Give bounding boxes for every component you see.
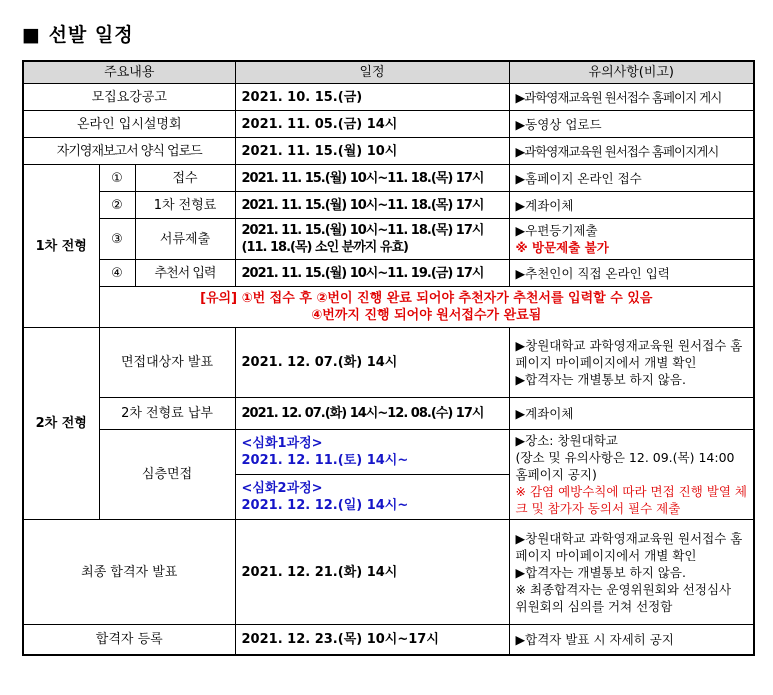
row-note: ▶합격자 발표 시 자세히 공지 bbox=[509, 625, 754, 655]
row-label: 심층면접 bbox=[99, 430, 235, 520]
row-date: 2021. 10. 15.(금) bbox=[235, 84, 509, 111]
interview-session-1 bbox=[235, 430, 509, 475]
step-date: 2021. 11. 15.(월) 10시~11. 18.(목) 17시 bbox=[235, 192, 509, 219]
table-row bbox=[23, 328, 754, 398]
table-row bbox=[23, 520, 754, 625]
table-row bbox=[23, 625, 754, 655]
table-row bbox=[23, 84, 754, 111]
step-note: ▶홈페이지 온라인 접수 bbox=[509, 165, 754, 192]
row-label: 온라인 입시설명회 bbox=[23, 111, 235, 138]
step-number: ① bbox=[99, 165, 135, 192]
row-note: ▶계좌이체 bbox=[509, 398, 754, 430]
page-heading: ■ 선발 일정 bbox=[22, 24, 134, 46]
row-date: 2021. 12. 07.(화) 14시 bbox=[235, 328, 509, 398]
course-name: <심화2과정> bbox=[241, 481, 323, 496]
note-line: ▶합격자는 개별통보 하지 않음. bbox=[515, 372, 686, 387]
course-name: <심화1과정> bbox=[241, 436, 323, 451]
step-number: ③ bbox=[99, 219, 135, 260]
row-date: 2021. 12. 21.(화) 14시 bbox=[235, 520, 509, 625]
row-note: ▶동영상 업로드 bbox=[509, 111, 754, 138]
header-content: 주요내용 bbox=[23, 61, 235, 84]
row-note: ▶과학영재교육원 원서접수 홈페이지 게시 bbox=[509, 84, 754, 111]
note-line: ▶창원대학교 과학영재교육원 원서접수 홈페이지 마이페이지에서 개별 확인 bbox=[515, 530, 743, 563]
step-date bbox=[235, 219, 509, 260]
row-label: 합격자 등록 bbox=[23, 625, 235, 655]
header-notes: 유의사항(비고) bbox=[509, 61, 754, 84]
row-date: 2021. 12. 23.(목) 10시~17시 bbox=[235, 625, 509, 655]
step-note-line: ▶우편등기제출 bbox=[515, 223, 598, 238]
table-header-row bbox=[23, 61, 754, 84]
row-label: 면접대상자 발표 bbox=[99, 328, 235, 398]
row-label: 2차 전형료 납부 bbox=[99, 398, 235, 430]
step-label: 추천서 입력 bbox=[135, 260, 235, 287]
table-row bbox=[23, 192, 754, 219]
note-line: ▶창원대학교 과학영재교육원 원서접수 홈페이지 마이페이지에서 개별 확인 bbox=[515, 338, 743, 370]
step-date: 2021. 11. 15.(월) 10시~11. 18.(목) 17시 bbox=[235, 165, 509, 192]
note-warning: ※ 감염 예방수칙에 따라 면접 진행 발열 체크 및 참가자 동의서 필수 제출 bbox=[515, 484, 748, 516]
table-row bbox=[23, 165, 754, 192]
table-row bbox=[23, 138, 754, 165]
row-date: 2021. 11. 05.(금) 14시 bbox=[235, 111, 509, 138]
row-note bbox=[509, 430, 754, 520]
step-date-line: 2021. 11. 15.(월) 10시~11. 18.(목) 17시 bbox=[241, 223, 484, 238]
note-line: ▶장소: 창원대학교 bbox=[515, 433, 618, 448]
step-date-validity: (11. 18.(목) 소인 분까지 유효) bbox=[241, 240, 408, 255]
table-row bbox=[23, 260, 754, 287]
row-label: 최종 합격자 발표 bbox=[23, 520, 235, 625]
stage1-label: 1차 전형 bbox=[23, 165, 99, 328]
table-row bbox=[23, 111, 754, 138]
step-note: ▶계좌이체 bbox=[509, 192, 754, 219]
row-date: 2021. 12. 07.(화) 14시~12. 08.(수) 17시 bbox=[235, 398, 509, 430]
table-row bbox=[23, 430, 754, 475]
step-note: ▶추천인이 직접 온라인 입력 bbox=[509, 260, 754, 287]
row-note bbox=[509, 520, 754, 625]
warning-line: ④번까지 진행 되어야 원서접수가 완료됨 bbox=[311, 308, 542, 323]
step-number: ② bbox=[99, 192, 135, 219]
step-date: 2021. 11. 15.(월) 10시~11. 19.(금) 17시 bbox=[235, 260, 509, 287]
row-label: 모집요강공고 bbox=[23, 84, 235, 111]
stage2-label: 2차 전형 bbox=[23, 328, 99, 520]
warning-line: [유의] ①번 접수 후 ②번이 진행 완료 되어야 추천자가 추천서를 입력할 수 있음 bbox=[200, 291, 653, 306]
course-date: 2021. 12. 11.(토) 14시~ bbox=[241, 453, 409, 468]
header-schedule: 일정 bbox=[235, 61, 509, 84]
row-label: 자기영재보고서 양식 업로드 bbox=[23, 138, 235, 165]
row-date: 2021. 11. 15.(월) 10시 bbox=[235, 138, 509, 165]
interview-session-2 bbox=[235, 475, 509, 520]
step-note-warning: ※ 방문제출 불가 bbox=[515, 240, 609, 255]
step-note bbox=[509, 219, 754, 260]
step-label: 서류제출 bbox=[135, 219, 235, 260]
stage1-warning bbox=[99, 287, 754, 328]
step-number: ④ bbox=[99, 260, 135, 287]
step-label: 접수 bbox=[135, 165, 235, 192]
step-label: 1차 전형료 bbox=[135, 192, 235, 219]
note-line: (장소 및 유의사항은 12. 09.(목) 14:00 홈페이지 공지) bbox=[515, 450, 735, 482]
table-row bbox=[23, 398, 754, 430]
table-row bbox=[23, 219, 754, 260]
row-note: ▶과학영재교육원 원서접수 홈페이지게시 bbox=[509, 138, 754, 165]
course-date: 2021. 12. 12.(일) 14시~ bbox=[241, 498, 409, 513]
selection-schedule-table bbox=[22, 60, 755, 656]
row-note bbox=[509, 328, 754, 398]
note-line: ※ 최종합격자는 운영위원회와 선정심사 위원회의 심의를 거쳐 선정함 bbox=[515, 581, 732, 614]
note-line: ▶합격자는 개별통보 하지 않음. bbox=[515, 564, 686, 580]
table-row bbox=[23, 287, 754, 328]
